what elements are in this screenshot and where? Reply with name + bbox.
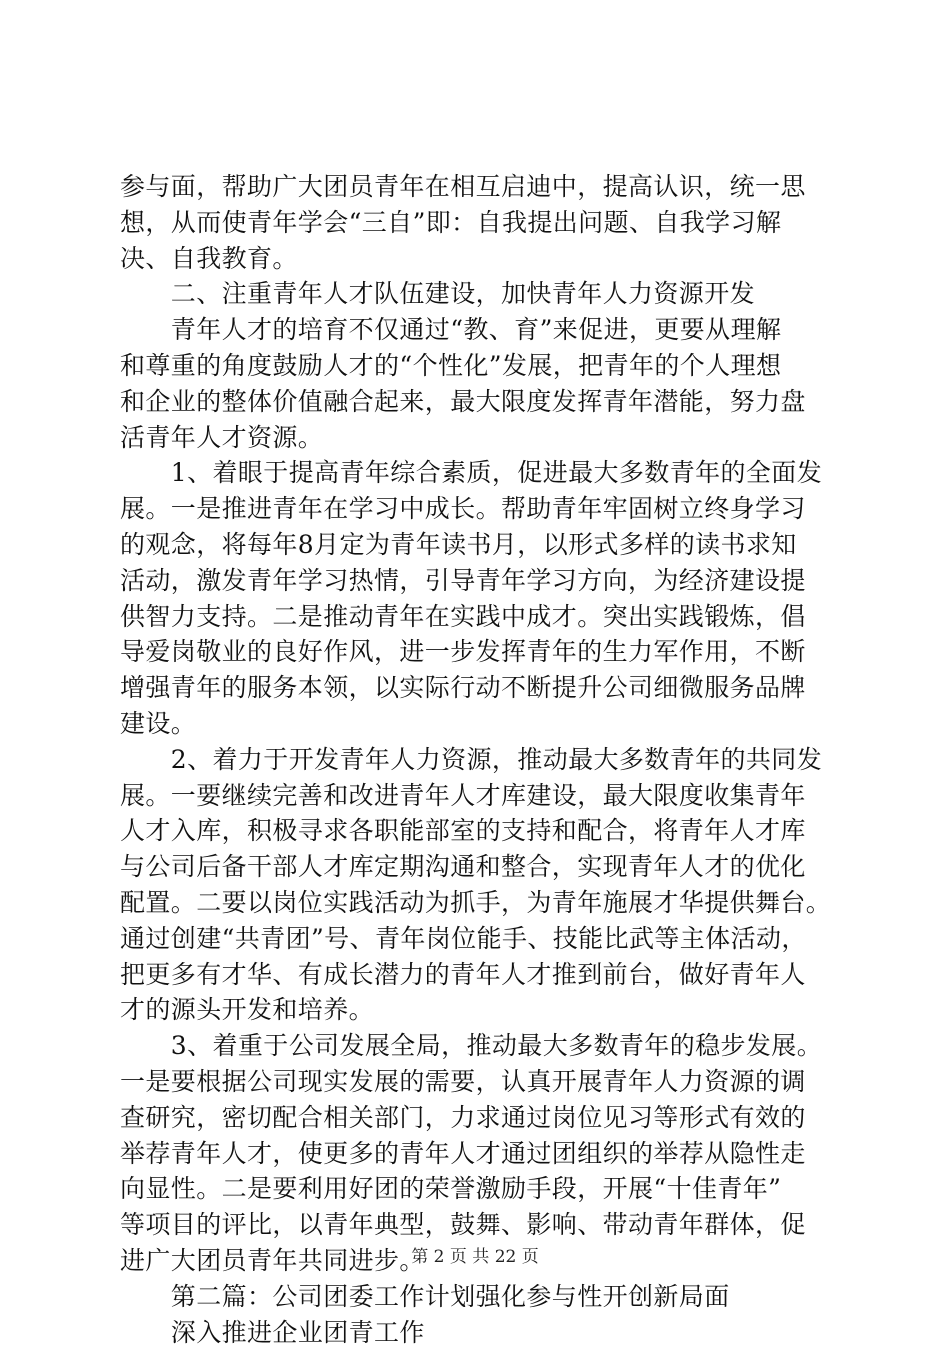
text-line: 增强青年的服务本领，以实际行动不断提升公司细微服务品牌 xyxy=(120,670,840,706)
text-line: 的观念，将每年8月定为青年读书月，以形式多样的读书求知 xyxy=(120,527,840,563)
page-footer: 第 2 页 共 22 页 xyxy=(0,1242,950,1267)
text-line: 建设。 xyxy=(120,706,840,742)
text-line: 深入推进企业团青工作 xyxy=(120,1315,840,1350)
text-line: 进广大团员青年共同进步。 xyxy=(120,1243,840,1279)
text-line: 等项目的评比，以青年典型，鼓舞、影响、带动青年群体，促 xyxy=(120,1207,840,1243)
text-line: 人才入库，积极寻求各职能部室的支持和配合，将青年人才库 xyxy=(120,813,840,849)
text-line: 查研究，密切配合相关部门，力求通过岗位见习等形式有效的 xyxy=(120,1100,840,1136)
text-line: 一是要根据公司现实发展的需要，认真开展青年人力资源的调 xyxy=(120,1064,840,1100)
text-line: 向显性。二是要利用好团的荣誉激励手段，开展“十佳青年” xyxy=(120,1171,840,1207)
text-line: 活动，激发青年学习热情，引导青年学习方向，为经济建设提 xyxy=(120,563,840,599)
text-line: 展。一要继续完善和改进青年人才库建设，最大限度收集青年 xyxy=(120,778,840,814)
text-line: 想，从而使青年学会“三自”即：自我提出问题、自我学习解 xyxy=(120,205,840,241)
text-line: 通过创建“共青团”号、青年岗位能手、技能比武等主体活动， xyxy=(120,921,840,957)
document-body xyxy=(120,169,840,1350)
text-line: 举荐青年人才，使更多的青年人才通过团组织的举荐从隐性走 xyxy=(120,1136,840,1172)
text-line: 和尊重的角度鼓励人才的“个性化”发展，把青年的个人理想 xyxy=(120,348,840,384)
text-line: 青年人才的培育不仅通过“教、育”来促进，更要从理解 xyxy=(120,312,840,348)
text-line: 活青年人才资源。 xyxy=(120,420,840,456)
text-line: 供智力支持。二是推动青年在实践中成才。突出实践锻炼，倡 xyxy=(120,599,840,635)
text-line: 2、着力于开发青年人力资源，推动最大多数青年的共同发 xyxy=(120,742,840,778)
text-line: 展。一是推进青年在学习中成长。帮助青年牢固树立终身学习 xyxy=(120,491,840,527)
text-line: 配置。二要以岗位实践活动为抓手，为青年施展才华提供舞台。 xyxy=(120,885,840,921)
text-line: 3、着重于公司发展全局，推动最大多数青年的稳步发展。 xyxy=(120,1028,840,1064)
text-line: 第二篇：公司团委工作计划强化参与性开创新局面 xyxy=(120,1279,840,1315)
text-line: 二、注重青年人才队伍建设，加快青年人力资源开发 xyxy=(120,276,840,312)
text-line: 与公司后备干部人才库定期沟通和整合，实现青年人才的优化 xyxy=(120,849,840,885)
text-line: 决、自我教育。 xyxy=(120,241,840,277)
text-line: 参与面，帮助广大团员青年在相互启迪中，提高认识，统一思 xyxy=(120,169,840,205)
text-line: 才的源头开发和培养。 xyxy=(120,992,840,1028)
text-line: 把更多有才华、有成长潜力的青年人才推到前台，做好青年人 xyxy=(120,957,840,993)
text-line: 和企业的整体价值融合起来，最大限度发挥青年潜能，努力盘 xyxy=(120,384,840,420)
text-line: 导爱岗敬业的良好作风，进一步发挥青年的生力军作用，不断 xyxy=(120,634,840,670)
text-line: 1、着眼于提高青年综合素质，促进最大多数青年的全面发 xyxy=(120,455,840,491)
